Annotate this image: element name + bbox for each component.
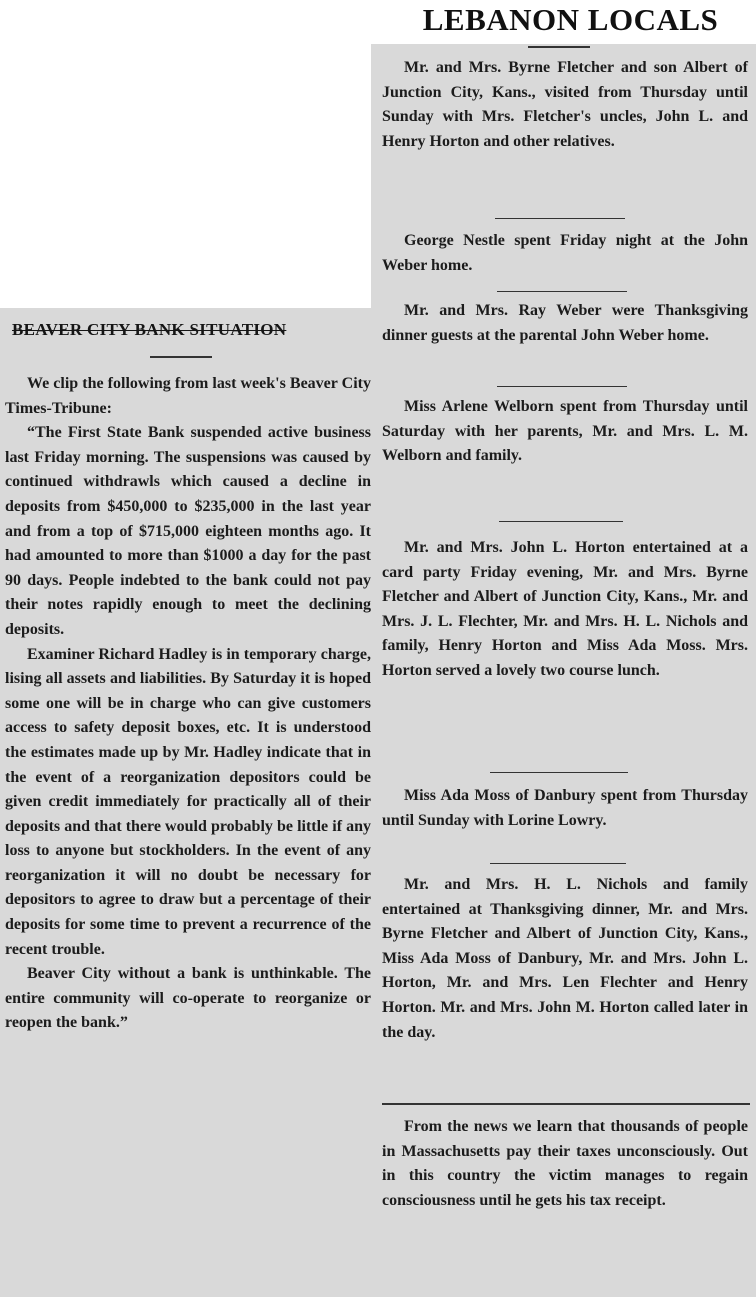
local-item (382, 299, 748, 348)
local-item-text: Mr. and Mrs. John L. Horton entertained at a card party Friday evening, Mr. and Mrs. Byrne Fletcher and Albert of Junction City, Kans., Mr. and Mrs. J. L. Flechter, Mr. and Mrs. H. L. Nichols and family, Henry Horton and Miss Ada Moss. Mrs. Horton served a lovely two course lunch. (382, 539, 748, 679)
masthead-title: LEBANON LOCALS (422, 2, 719, 37)
item-divider (497, 386, 627, 387)
local-item (382, 395, 748, 469)
article-headline: BEAVER CITY BANK SITUATION (12, 320, 287, 339)
article-paragraph: Examiner Richard Hadley is in temporary charge, lising all assets and liabilities. By Saturday it is hoped some one will be in charge who can give customers access to safety deposit boxes, etc. It is understood the estimates made up by Mr. Hadley indicate that in the event of a reorganization depositors could be given credit immediately for practically all of their deposits and that there would probably be little if any loss to anyone but stockholders. In the event of any reorganization it will no doubt be necessary for depositors to agree to draw but a percentage of their deposits for some time to prevent a recurrence of the recent trouble. (5, 645, 371, 958)
local-item-text: George Nestle spent Friday night at the John Weber home. (382, 232, 748, 274)
article-paragraph: “The First State Bank suspended active business last Friday morning. The suspensions was caused by continued withdrawls which caused a decline in deposits from $450,000 to $235,000 in the last year and from a top of $715,000 eighteen months ago. It had amounted to more than $1000 a day for the past 90 days. People indebted to the bank could not pay their notes rapidly enough to meet the declining deposits. (5, 424, 371, 638)
local-item (382, 784, 748, 833)
local-item (382, 56, 748, 154)
bank-article (5, 372, 371, 1036)
local-item-text: Mr. and Mrs. H. L. Nichols and family entertained at Thanksgiving dinner, Mr. and Mrs. Byrne Fletcher and Albert of Junction City, Kans., Miss Ada Moss of Danbury, Mr. and Mrs. John L. Horton, Mr. and Mrs. Len Flechter and Henry Horton. Mr. and Mrs. John M. Horton called later in the day. (382, 876, 748, 1041)
local-item-text: Miss Ada Moss of Danbury spent from Thursday until Sunday with Lorine Lowry. (382, 787, 748, 829)
item-divider (490, 772, 628, 773)
headline-rule (150, 356, 212, 358)
masthead-rule (528, 46, 590, 48)
local-item-text: Mr. and Mrs. Ray Weber were Thanksgiving dinner guests at the parental John Weber home. (382, 302, 748, 344)
item-divider (490, 863, 626, 864)
local-item (382, 536, 748, 684)
article-paragraph: Beaver City without a bank is unthinkable. The entire community will co-operate to reorganize or reopen the bank.” (5, 965, 371, 1032)
item-divider (497, 291, 627, 292)
local-item-text: Mr. and Mrs. Byrne Fletcher and son Albert of Junction City, Kans., visited from Thursday until Sunday with Mrs. Fletcher's uncles, John L. and Henry Horton and other relatives. (382, 59, 748, 150)
local-item (382, 873, 748, 1045)
article-paragraph: We clip the following from last week's Beaver City Times-Tribune: (5, 375, 371, 417)
item-divider (499, 521, 623, 522)
section-rule (382, 1103, 750, 1105)
local-item (382, 229, 748, 278)
item-divider (495, 218, 625, 219)
local-item-text: From the news we learn that thousands of people in Massachusetts pay their taxes unconsciously. Out in this country the victim manages to regain consciousness until he gets his tax receipt. (382, 1118, 748, 1209)
local-item (382, 1115, 748, 1213)
local-item-text: Miss Arlene Welborn spent from Thursday until Saturday with her parents, Mr. and Mrs. L. M. Welborn and family. (382, 398, 748, 465)
